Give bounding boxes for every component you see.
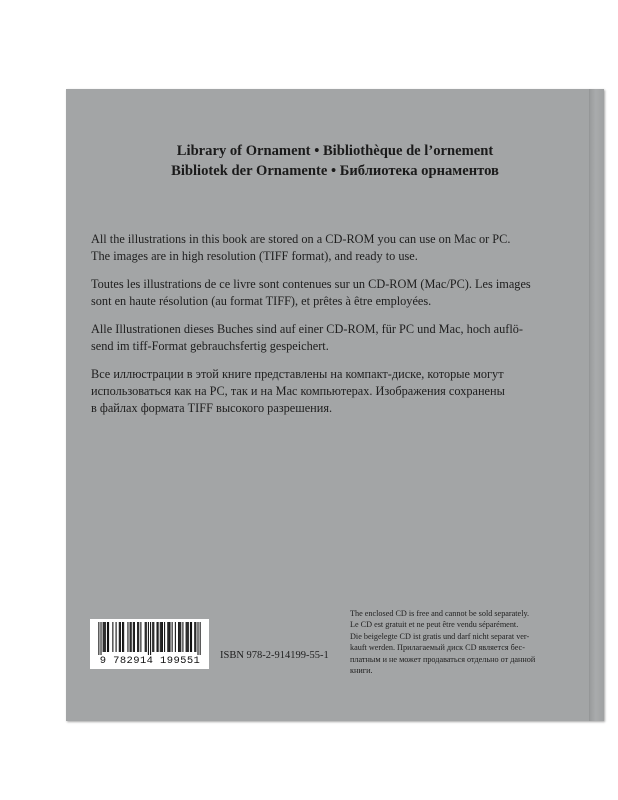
paragraph-line: sont en haute résolution (au format TIFF), et prêtes à être employées.: [91, 294, 432, 308]
barcode-bar: [162, 622, 163, 652]
paragraph-line: Все иллюстрации в этой книге представлены на компакт-диске, которые могут: [91, 367, 504, 381]
barcode-bar: [180, 622, 181, 652]
cd-notice-line: Le CD est gratuit et ne peut être vendu séparément.: [350, 620, 519, 630]
barcode-bar: [116, 622, 117, 652]
paragraph-french: [91, 276, 561, 310]
barcode-bar: [100, 622, 101, 655]
barcode-bar: [127, 622, 128, 652]
barcode-bar: [123, 622, 124, 652]
barcode-bar: [168, 622, 169, 652]
barcode-bar: [146, 622, 147, 652]
paragraph-line: в файлах формата TIFF высокого разрешения.: [91, 401, 333, 415]
barcode-bar: [103, 622, 104, 652]
paragraph-line: Toutes les illustrations de ce livre sont contenues sur un CD-ROM (Mac/PC). Les images: [91, 277, 531, 291]
barcode-bar: [150, 622, 151, 655]
title-line-1: Library of Ornament • Bibliothèque de l’ornement: [176, 143, 494, 159]
barcode-bar: [108, 622, 109, 652]
barcode-bar: [137, 622, 138, 652]
barcode-bar: [122, 622, 123, 652]
barcode-bar: [158, 622, 159, 652]
barcode-bar: [153, 622, 154, 652]
barcode-bar: [188, 622, 189, 652]
barcode-bar: [120, 622, 121, 652]
barcode-bar: [145, 622, 146, 652]
isbn-number: ISBN 978-2-914199-55-1: [220, 650, 329, 661]
barcode-bar: [186, 622, 187, 652]
barcode-bars: [94, 622, 205, 655]
barcode: [90, 619, 209, 669]
barcode-bar: [190, 622, 191, 652]
barcode-bar: [112, 622, 113, 652]
barcode-bar: [138, 622, 139, 652]
paragraph-line: Alle Illustrationen dieses Buches sind auf einer CD-ROM, für PC und Mac, hoch auflö-: [91, 322, 524, 336]
cover-spine-edge: [589, 89, 604, 721]
barcode-bar: [161, 622, 162, 652]
barcode-bar: [98, 622, 99, 655]
barcode-bar: [187, 622, 188, 652]
barcode-bar: [195, 622, 196, 652]
cd-notice-line: Die beigelegte CD ist gratis und darf nicht separat ver-: [350, 631, 530, 641]
barcode-bar: [194, 622, 195, 652]
paragraph-english: [91, 231, 561, 265]
barcode-bar: [175, 622, 176, 652]
barcode-bar: [179, 622, 180, 652]
paragraph-line: send im tiff-Format gebrauchsfertig gespeichert.: [91, 339, 329, 353]
barcode-bar: [140, 622, 141, 652]
barcode-bar: [182, 622, 183, 652]
cd-notice-line: kauft werden. Прилагаемый диск CD является бес-: [350, 643, 525, 653]
barcode-bar: [119, 622, 120, 652]
barcode-bar: [130, 622, 131, 652]
cd-notice: [350, 608, 570, 676]
barcode-bar: [104, 622, 105, 652]
barcode-bar: [157, 622, 158, 652]
barcode-bar: [133, 622, 134, 652]
book-back-cover: [66, 89, 604, 721]
title-line-2: Bibliotek der Ornamente • Библиотека орнаментов: [171, 163, 499, 179]
barcode-bar: [169, 622, 170, 652]
cd-notice-line: The enclosed CD is free and cannot be sold separately.: [350, 609, 530, 618]
barcode-digits: 9 782914 199551: [99, 655, 201, 667]
cd-notice-line: книги.: [350, 666, 373, 676]
barcode-bar: [178, 622, 179, 652]
barcode-bar: [105, 622, 106, 652]
barcode-bar: [197, 622, 198, 655]
barcode-bar: [152, 622, 153, 652]
paragraph-line: использоваться как на PC, так и на Mac компьютерах. Изображения сохранены: [91, 384, 505, 398]
barcode-bar: [172, 622, 173, 652]
paragraph-line: All the illustrations in this book are stored on a CD-ROM you can use on Mac or PC.: [91, 232, 511, 246]
barcode-bar: [191, 622, 192, 652]
barcode-bar: [107, 622, 108, 652]
paragraph-russian: [91, 366, 561, 417]
barcode-bar: [164, 622, 165, 652]
barcode-bar: [167, 622, 168, 652]
barcode-bar: [160, 622, 161, 652]
barcode-bar: [148, 622, 149, 655]
cd-notice-line: платным и не может продаваться отдельно от данной: [350, 654, 536, 664]
barcode-bar: [131, 622, 132, 652]
paragraph-line: The images are in high resolution (TIFF format), and ready to use.: [91, 249, 418, 263]
barcode-bar: [200, 622, 201, 655]
barcode-bar: [134, 622, 135, 652]
paragraph-german: [91, 321, 561, 355]
